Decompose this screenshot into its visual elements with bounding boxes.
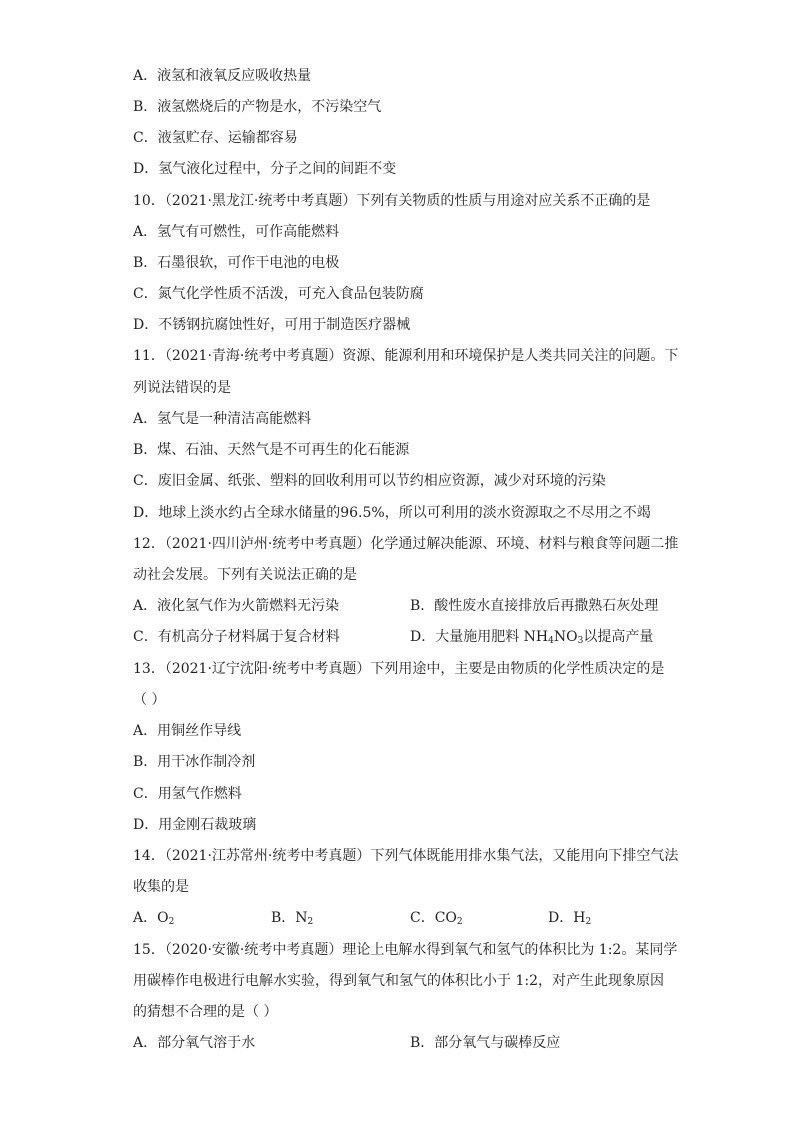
q15-option-a: A．部分氧气溶于水: [133, 1035, 256, 1051]
q15-option-b: B．部分氧气与碳棒反应: [410, 1035, 561, 1051]
question-12-line1: 12．（2021·四川泸州·统考中考真题）化学通过解决能源、环境、材料与粮食等问题二推: [133, 536, 679, 552]
q14-option-d: D．$H_2$: [548, 910, 592, 927]
q12-option-c: C．有机高分子材料属于复合材料: [133, 629, 340, 645]
question-15-line1: 15．（2020·安徽·统考中考真题）理论上电解水得到氧气和氢气的体积比为 1:2。某同学: [133, 942, 678, 958]
question-15-line2: 用碳棒作电极进行电解水实验，得到氧气和氢气的体积比小于 1:2，对产生此现象原因: [133, 973, 664, 989]
option-a: A．液氢和液氧反应吸收热量: [133, 68, 312, 84]
option-c: C．液氢贮存、运输都容易: [133, 130, 298, 146]
question-15-line3: 的猜想不合理的是（ ）: [133, 1004, 278, 1020]
question-14-line2: 收集的是: [133, 879, 189, 895]
q11-option-d: D．地球上淡水约占全球水储量的96.5%，所以可利用的淡水资源取之不尽用之不竭: [133, 505, 651, 521]
question-12-line2: 动社会发展。下列有关说法正确的是: [133, 567, 357, 583]
question-13-line2: （ ）: [133, 692, 166, 708]
option-b: B．液氢燃烧后的产物是水，不污染空气: [133, 99, 382, 115]
q11-option-b: B．煤、石油、天然气是不可再生的化石能源: [133, 442, 410, 458]
q12-option-b: B．酸性废水直接排放后再撒熟石灰处理: [410, 598, 659, 614]
q14-option-c: C．$CO_2$: [410, 910, 463, 927]
q14-option-b: B．$N_2$: [271, 910, 314, 927]
q10-option-d: D．不锈钢抗腐蚀性好，可用于制造医疗器械: [133, 317, 411, 333]
q12-option-a: A．液化氢气作为火箭燃料无污染: [133, 598, 340, 614]
q13-option-b: B．用干冰作制冷剂: [133, 754, 256, 770]
question-13-line1: 13．（2021·辽宁沈阳·统考中考真题）下列用途中，主要是由物质的化学性质决定的是: [133, 661, 665, 677]
question-11-line2: 列说法错误的是: [133, 380, 231, 396]
q10-option-b: B．石墨很软，可作干电池的电极: [133, 255, 340, 271]
question-14-line1: 14．（2021·江苏常州·统考中考真题）下列气体既能用排水集气法，又能用向下排空气法: [133, 848, 679, 864]
q11-option-a: A．氢气是一种清洁高能燃料: [133, 411, 312, 427]
question-11-line1: 11．（2021·青海·统考中考真题）资源、能源利用和环境保护是人类共同关注的问题。下: [133, 348, 679, 364]
option-d: D．氢气液化过程中，分子之间的间距不变: [133, 161, 397, 177]
q13-option-a: A．用铜丝作导线: [133, 723, 242, 739]
q12-option-d: D．大量施用肥料 $NH_4NO_3$以提高产量: [410, 629, 654, 646]
question-10: 10．（2021·黑龙江·统考中考真题）下列有关物质的性质与用途对应关系不正确的是: [133, 193, 651, 209]
q13-option-c: C．用氢气作燃料: [133, 786, 242, 802]
q10-option-a: A．氢气有可燃性，可作高能燃料: [133, 224, 340, 240]
q11-option-c: C．废旧金属、纸张、塑料的回收利用可以节约相应资源，减少对环境的污染: [133, 473, 606, 489]
q13-option-d: D．用金刚石裁玻璃: [133, 817, 257, 833]
q10-option-c: C．氮气化学性质不活泼，可充入食品包装防腐: [133, 286, 424, 302]
q14-option-a: A．$O_2$: [133, 910, 175, 927]
